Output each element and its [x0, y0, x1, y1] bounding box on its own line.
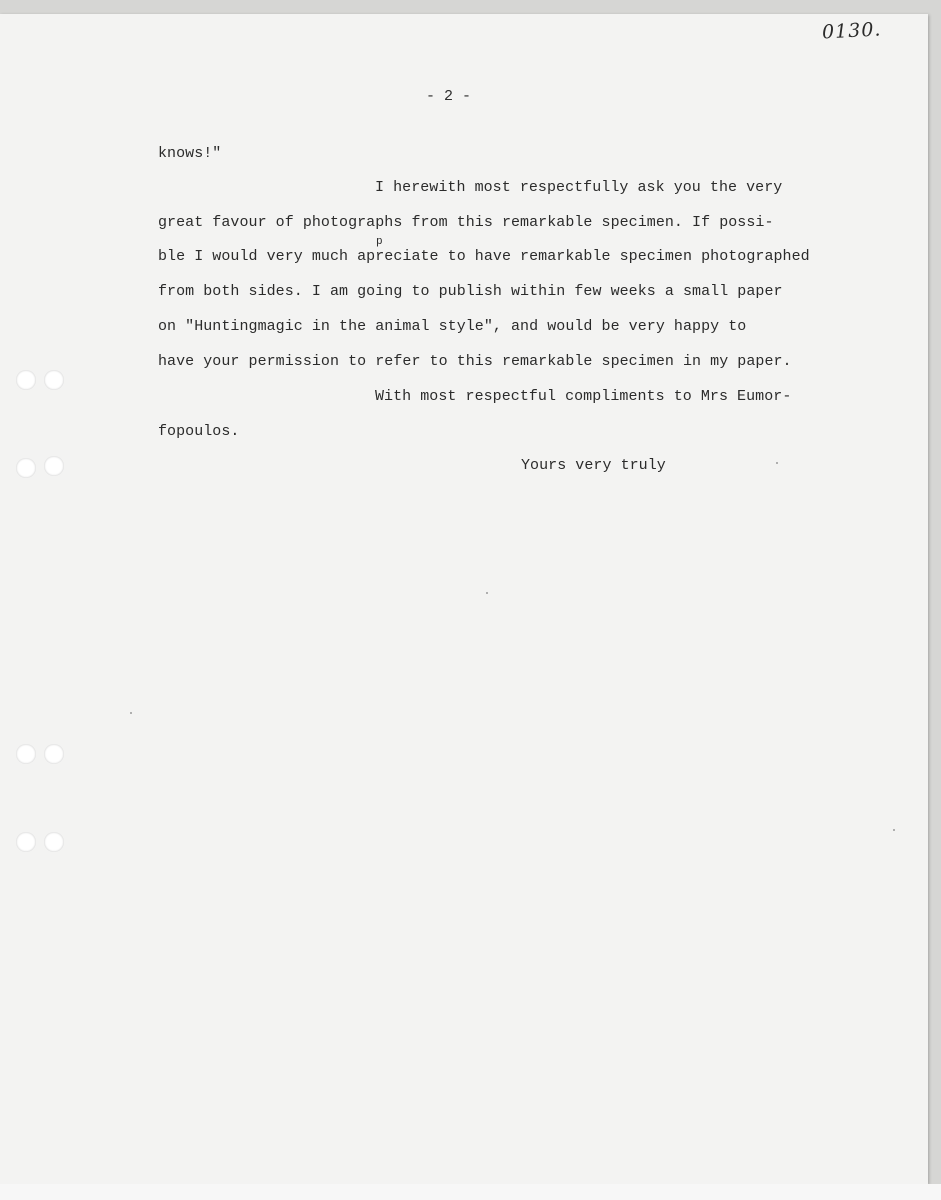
punch-hole — [16, 744, 36, 764]
scan-bottom-strip — [0, 1184, 941, 1200]
text-line-8: With most respectful compliments to Mrs Eumor- — [375, 388, 792, 405]
paper-speck — [776, 462, 778, 464]
paper-speck — [486, 592, 488, 594]
archive-number: 0130. — [821, 18, 882, 44]
text-line-5: from both sides. I am going to publish within few weeks a small paper — [158, 283, 783, 300]
text-line-6: on "Huntingmagic in the animal style", and would be very happy to — [158, 318, 747, 335]
text-line-2: I herewith most respectfully ask you the very — [375, 179, 783, 196]
closing-line: Yours very truly — [521, 457, 666, 474]
text-line-4: ble I would very much apreciate to have remarkable specimen photographed — [158, 248, 810, 265]
paper-speck — [130, 712, 132, 714]
text-line-9: fopoulos. — [158, 423, 240, 440]
punch-hole — [44, 456, 64, 476]
punch-hole — [16, 458, 36, 478]
punch-hole — [44, 832, 64, 852]
page-number: - 2 - — [426, 88, 472, 105]
punch-hole — [44, 744, 64, 764]
punch-hole — [16, 832, 36, 852]
text-line-7: have your permission to refer to this remarkable specimen in my paper. — [158, 353, 792, 370]
paper-speck — [893, 829, 895, 831]
insertion-mark: p — [376, 236, 383, 248]
punch-hole — [44, 370, 64, 390]
text-line-1: knows!" — [158, 145, 222, 162]
text-line-3: great favour of photographs from this remarkable specimen. If possi- — [158, 214, 774, 231]
punch-hole — [16, 370, 36, 390]
